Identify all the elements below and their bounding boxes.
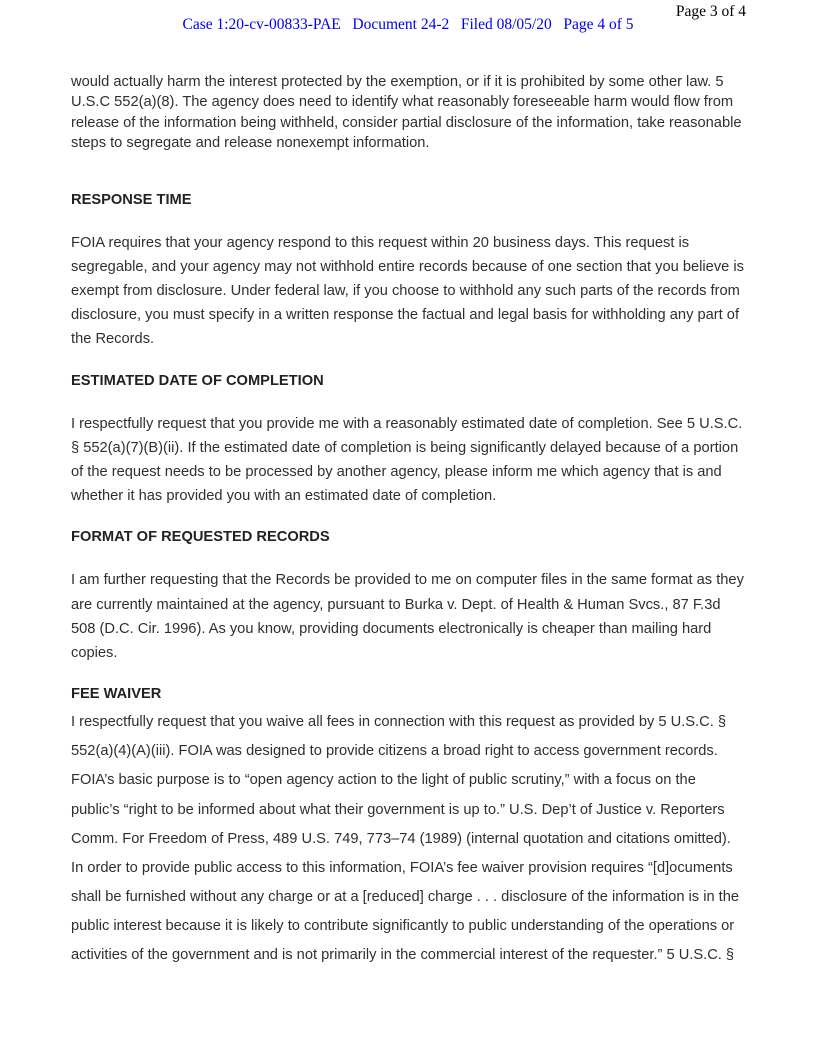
document-body <box>71 72 746 970</box>
continuation-paragraph: would actually harm the interest protected by the exemption, or if it is prohibited by some other law. 5 U.S.C 552(a)(8). The agency does need to identify what reasonably foreseeable harm would flow from release of the information being withheld, consider partial disclosure of the information, take reasonable steps to segregate and release nonexempt information. <box>71 74 742 152</box>
section-heading-response-time: RESPONSE TIME <box>71 191 192 208</box>
section-heading-fee-waiver: FEE WAIVER <box>71 686 162 703</box>
court-filing-stamp: Case 1:20-cv-00833-PAE Document 24-2 Filed 08/05/20 Page 4 of 5 <box>182 16 634 33</box>
section-estimated-date-of-completion <box>71 373 746 509</box>
section-paragraph-format: I am further requesting that the Records be provided to me on computer files in the same format as they are currently maintained at the agency, pursuant to Burka v. Dept. of Health & Human Svcs., 87 F.3d 508 (D.C. Cir. 1996). As you know, providing documents electronically is cheaper than mailing hard copies. <box>71 572 744 662</box>
section-paragraph-response-time: FOIA requires that your agency respond to this request within 20 business days. This request is segregable, and your agency may not withhold entire records because of one section that you believe is exempt from disclosure. Under federal law, if you choose to withhold any such parts of the records from disclosure, you must specify in a written response the factual and legal basis for withholding any part of the Records. <box>71 234 744 348</box>
section-fee-waiver <box>71 686 746 970</box>
section-paragraph-fee-waiver: I respectfully request that you waive all fees in connection with this request as provided by 5 U.S.C. § 552(a)(4)(A)(iii). FOIA was designed to provide citizens a broad right to access government records. FOIA’s basic purpose is to “open agency action to the light of public scrutiny,” with a focus on the public’s “right to be informed about what their government is up to.” U.S. Dep’t of Justice v. Reporters Comm. For Freedom of Press, 489 U.S. 749, 773–74 (1989) (internal quotation and citations omitted). In order to provide public access to this information, FOIA’s fee waiver provision requires “[d]ocuments shall be furnished without any charge or at a [reduced] charge . . . disclosure of the information is in the public interest because it is likely to contribute significantly to public understanding of the operations or activities of the government and is not primarily in the commercial interest of the requester.” 5 U.S.C. § <box>71 714 740 964</box>
page-number-label: Page 3 of 4 <box>675 3 746 20</box>
section-response-time <box>71 192 746 352</box>
section-paragraph-estimated-date: I respectfully request that you provide me with a reasonably estimated date of completion. See 5 U.S.C. § 552(a)(7)(B)(ii). If the estimated date of completion is being significantly delayed because of a portion of the request needs to be processed by another agency, please inform me which agency that is and whether it has provided you with an estimated date of completion. <box>71 415 743 505</box>
section-heading-estimated-date: ESTIMATED DATE OF COMPLETION <box>71 372 324 389</box>
section-heading-format: FORMAT OF REQUESTED RECORDS <box>71 529 330 546</box>
section-format-of-requested-records <box>71 529 746 665</box>
